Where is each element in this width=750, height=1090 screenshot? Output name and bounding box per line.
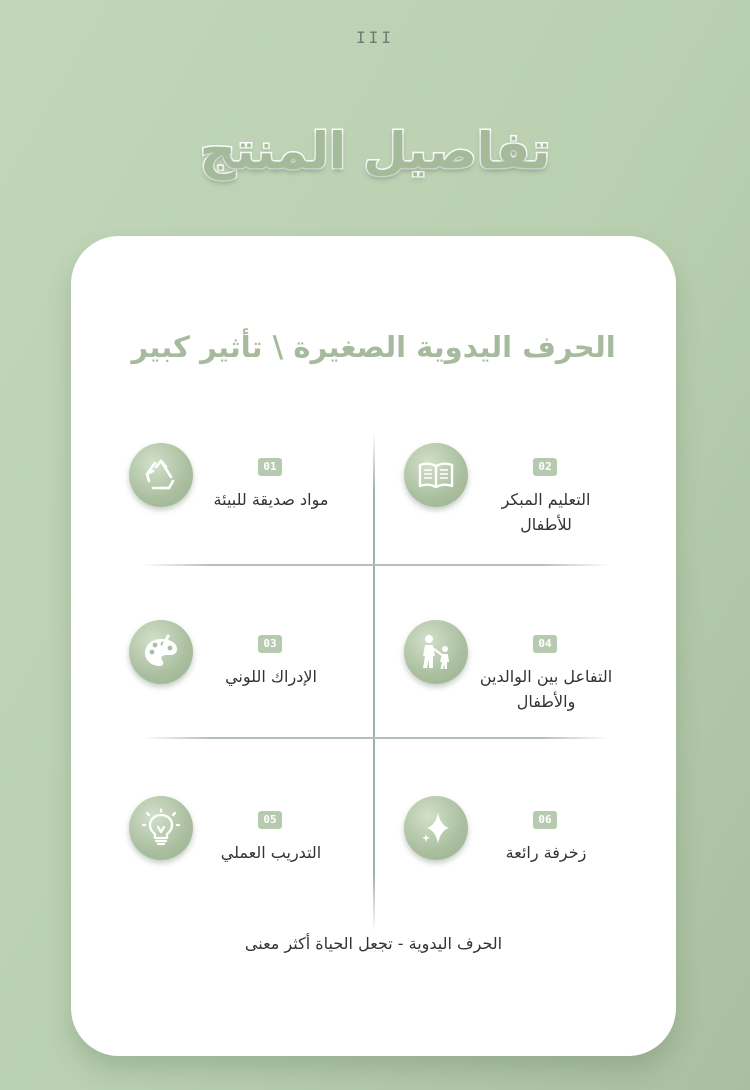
feature-label: التفاعل بين الوالدين والأطفال [479,667,613,711]
page-title: تفاصيل المنتج [199,122,551,180]
feature-beautiful-decoration [346,796,646,916]
feature-early-education [346,443,646,563]
number-badge: 01 [258,458,282,476]
number-badge: 02 [533,458,557,476]
features-card [71,236,676,1056]
footer-tagline: الحرف اليدوية - تجعل الحياة أكثر معنى [244,934,503,953]
number-badge: 05 [258,811,282,829]
lightbulb-icon [129,796,193,860]
book-icon [404,443,468,507]
feature-hands-on-training [71,796,371,916]
parent-child-icon [404,620,468,684]
card-title: الحرف اليدوية الصغيرة \ تأثير كبير [131,330,616,364]
horizontal-divider [141,564,611,566]
feature-eco-materials [71,443,371,563]
feature-label: التعليم المبكر للأطفال [501,490,591,534]
feature-label: زخرفة رائعة [505,843,587,862]
top-marker: III [356,28,394,47]
palette-icon [129,620,193,684]
number-badge: 03 [258,635,282,653]
feature-parent-child-interaction [346,620,646,740]
feature-color-perception [71,620,371,740]
feature-label: الإدراك اللوني [225,667,317,686]
number-badge: 06 [533,811,557,829]
sparkle-icon [404,796,468,860]
recycle-icon [129,443,193,507]
feature-label: التدريب العملي [220,843,322,862]
number-badge: 04 [533,635,557,653]
feature-label: مواد صديقة للبيئة [213,490,329,509]
